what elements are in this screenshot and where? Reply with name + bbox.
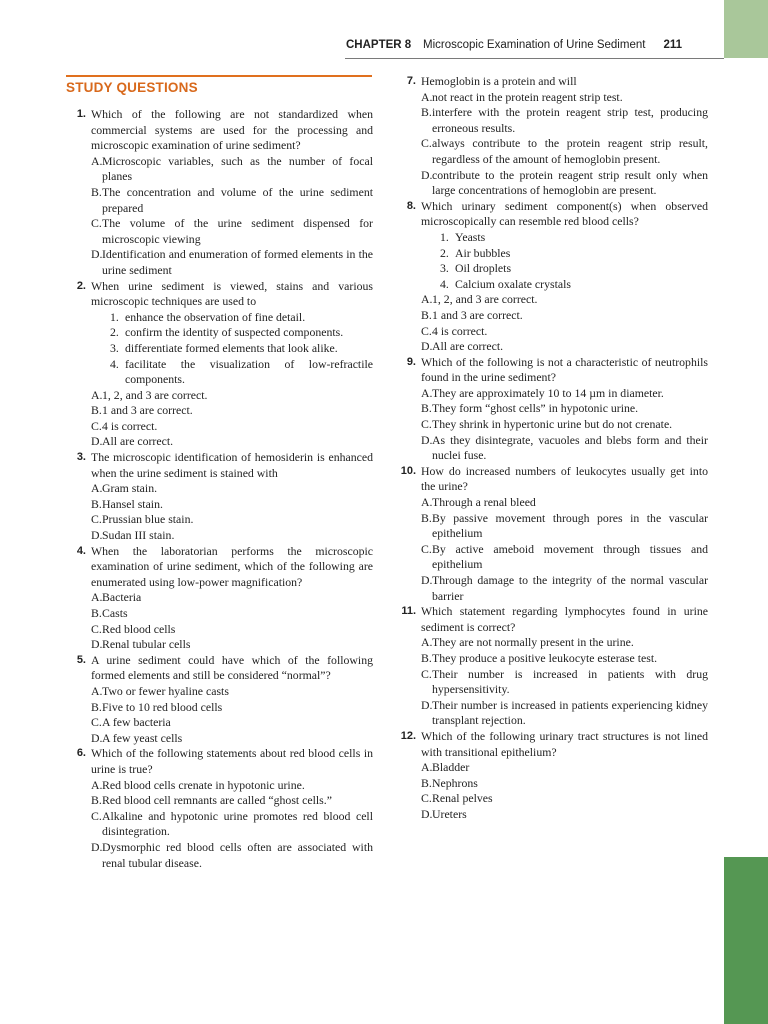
answer-text: always contribute to the protein reagent strip result, regardless of the amount of hemoglobin present.: [432, 136, 708, 166]
page-tab-side: [724, 857, 768, 1024]
answer-letter: C.: [91, 512, 102, 527]
answer-text: 1 and 3 are correct.: [102, 403, 193, 418]
answer-text: Through damage to the integrity of the normal vascular barrier: [432, 573, 708, 603]
answer-text: Five to 10 red blood cells: [102, 699, 223, 714]
answer-letter: D.: [91, 434, 103, 449]
question-stem: [72, 746, 373, 777]
answer-option: [72, 247, 373, 278]
answer-text: A few yeast cells: [102, 730, 183, 745]
question-text: Which statement regarding lymphocytes found in urine sediment is correct?: [421, 604, 708, 634]
answer-letter: C.: [91, 216, 102, 231]
numbered-item-number: 4.: [440, 276, 449, 291]
answer-letter: A.: [421, 635, 433, 650]
question-number: 7.: [406, 75, 416, 87]
numbered-item: [402, 277, 708, 293]
numbered-item: [72, 357, 373, 388]
answer-letter: A.: [91, 683, 103, 698]
answer-text: Alkaline and hypotonic urine promotes red blood cell disintegration.: [102, 808, 373, 839]
numbered-item-text: confirm the identity of suspected components.: [125, 325, 344, 340]
page-tab-top: [724, 0, 768, 58]
question-stem: [402, 464, 708, 495]
answer-text: Hansel stain.: [102, 496, 163, 511]
answer-text: 1, 2, and 3 are correct.: [102, 387, 208, 402]
numbered-item-text: facilitate the visualization of low-refractile components.: [125, 356, 373, 387]
answer-text: A few bacteria: [102, 715, 171, 730]
answer-text: By active ameboid movement through tissues and epithelium: [432, 541, 708, 572]
question-text: Which of the following is not a characteristic of neutrophils found in the urine sediment?: [421, 354, 708, 385]
answer-letter: D.: [91, 247, 103, 262]
answer-option: [402, 651, 708, 667]
answer-option: [402, 90, 708, 106]
answer-letter: B.: [421, 401, 432, 416]
answer-option: [72, 637, 373, 653]
question-text: When the laboratorian performs the microscopic examination of urine sediment, which of the following are enumerated using low-power magnification?: [91, 543, 373, 589]
chapter-label: CHAPTER 8: [346, 39, 412, 51]
answer-letter: C.: [421, 323, 432, 338]
answer-option: [402, 136, 708, 167]
chapter-title: Microscopic Examination of Urine Sediment: [423, 39, 646, 51]
answer-letter: A.: [421, 760, 433, 775]
answer-text: Red blood cells: [102, 621, 176, 636]
answer-text: Prussian blue stain.: [102, 512, 194, 527]
answer-text: Renal tubular cells: [102, 637, 191, 652]
answer-option: [72, 840, 373, 871]
numbered-item-number: 4.: [110, 356, 119, 371]
answer-letter: D.: [91, 730, 103, 745]
answer-option: [402, 667, 708, 698]
answer-letter: C.: [91, 621, 102, 636]
answer-letter: A.: [421, 495, 433, 510]
numbered-item: [402, 246, 708, 262]
answer-option: [402, 791, 708, 807]
answer-option: [72, 731, 373, 747]
answer-text: contribute to the protein reagent strip result only when large concentrations of hemoglobin are present.: [432, 167, 708, 198]
answer-text: Bladder: [432, 760, 470, 775]
answer-text: They are not normally present in the urine.: [432, 635, 634, 650]
answer-option: [402, 635, 708, 651]
answer-letter: B.: [91, 184, 102, 199]
answer-option: [402, 760, 708, 776]
answer-letter: D.: [421, 697, 433, 712]
answer-option: [72, 793, 373, 809]
answer-text: Through a renal bleed: [432, 495, 536, 510]
question-stem: [402, 199, 708, 230]
question-stem: [72, 107, 373, 154]
answer-letter: A.: [91, 153, 103, 168]
answer-text: 4 is correct.: [432, 323, 488, 338]
numbered-item-number: 2.: [440, 245, 449, 260]
answer-letter: D.: [421, 167, 433, 182]
answer-letter: B.: [91, 606, 102, 620]
answer-option: [72, 715, 373, 731]
answer-letter: B.: [421, 510, 432, 525]
answer-letter: B.: [421, 650, 432, 665]
question-stem: [72, 450, 373, 481]
answer-option: [402, 292, 708, 308]
answer-option: [72, 590, 373, 606]
answer-letter: D.: [91, 528, 103, 543]
answer-text: All are correct.: [432, 339, 504, 354]
answer-option: [402, 324, 708, 340]
answer-letter: A.: [421, 385, 433, 400]
answer-option: [72, 778, 373, 794]
question-text: A urine sediment could have which of the following formed elements and still be considered “normal”?: [91, 652, 373, 683]
answer-text: Red blood cell remnants are called “ghost cells.”: [102, 793, 332, 808]
answer-letter: B.: [421, 307, 432, 322]
answer-option: [402, 573, 708, 604]
question-text: Which of the following are not standardized when commercial systems are used for the processing and microscopic examination of urine sediment?: [91, 107, 373, 153]
answer-option: [402, 168, 708, 199]
numbered-item: [402, 261, 708, 277]
answer-letter: D.: [421, 339, 433, 354]
question-stem: [402, 604, 708, 635]
section-title: STUDY QUESTIONS: [66, 80, 198, 95]
answer-text: interfere with the protein reagent strip test, producing erroneous results.: [432, 105, 708, 135]
question-stem: [72, 653, 373, 684]
answer-text: 1 and 3 are correct.: [432, 307, 523, 322]
question-stem: [72, 544, 373, 591]
numbered-item: [402, 230, 708, 246]
question-number: 4.: [76, 544, 86, 557]
answer-letter: D.: [91, 637, 103, 652]
answer-option: [402, 105, 708, 136]
answer-letter: B.: [421, 105, 432, 120]
question-text: When urine sediment is viewed, stains and various microscopic techniques are used to: [91, 278, 373, 309]
answer-text: Identification and enumeration of formed elements in the urine sediment: [102, 247, 373, 277]
numbered-item-text: differentiate formed elements that look alike.: [125, 340, 338, 355]
answer-text: Their number is increased in patients with drug hypersensitivity.: [432, 666, 708, 697]
numbered-item-text: Air bubbles: [455, 245, 511, 260]
question-number: 11.: [401, 605, 416, 618]
question-number: 12.: [400, 729, 416, 742]
answer-letter: D.: [421, 806, 433, 821]
question-text: Which of the following urinary tract structures is not lined with transitional epithelium?: [421, 728, 708, 759]
answer-text: not react in the protein reagent strip test.: [432, 89, 623, 104]
answer-letter: A.: [421, 292, 433, 307]
answer-letter: D.: [421, 573, 433, 587]
numbered-item-text: Calcium oxalate crystals: [455, 276, 571, 291]
numbered-item-number: 1.: [440, 229, 449, 244]
answer-text: Bacteria: [102, 590, 142, 605]
answer-text: 4 is correct.: [102, 418, 158, 433]
answer-text: Casts: [102, 606, 128, 620]
answer-option: [402, 339, 708, 355]
question-number: 8.: [406, 199, 416, 212]
answer-option: [72, 403, 373, 419]
answer-letter: A.: [91, 590, 103, 605]
question-number: 2.: [76, 279, 86, 292]
answer-text: 1, 2, and 3 are correct.: [432, 292, 538, 307]
numbered-item-number: 2.: [110, 325, 119, 340]
answer-letter: A.: [91, 777, 103, 792]
answer-text: Gram stain.: [102, 481, 158, 496]
answer-option: [402, 495, 708, 511]
answer-letter: B.: [421, 775, 432, 790]
answer-text: They form “ghost cells” in hypotonic urine.: [432, 401, 639, 416]
answer-option: [72, 528, 373, 544]
answer-text: Sudan III stain.: [102, 528, 175, 543]
answer-letter: C.: [91, 715, 102, 730]
answer-letter: C.: [421, 541, 432, 556]
question-stem: [402, 355, 708, 386]
numbered-item: [72, 310, 373, 326]
numbered-item-number: 3.: [440, 261, 449, 276]
answer-letter: B.: [91, 699, 102, 714]
answer-option: [72, 419, 373, 435]
answer-text: They produce a positive leukocyte esterase test.: [432, 650, 658, 665]
question-number: 9.: [406, 355, 416, 368]
answer-option: [72, 388, 373, 404]
answer-letter: A.: [91, 387, 103, 402]
answer-option: [72, 185, 373, 216]
answer-option: [402, 433, 708, 464]
answer-option: [402, 401, 708, 417]
answer-text: Red blood cells crenate in hypotonic urine.: [102, 777, 305, 792]
numbered-item: [72, 325, 373, 341]
question-text: Which urinary sediment component(s) when observed microscopically can resemble red blood cells?: [421, 198, 708, 229]
answer-text: They shrink in hypertonic urine but do not crenate.: [432, 417, 673, 432]
question-stem: [402, 74, 708, 90]
right-column: [402, 74, 708, 823]
answer-text: The concentration and volume of the urine sediment prepared: [102, 184, 373, 215]
answer-option: [72, 700, 373, 716]
answer-option: [402, 807, 708, 823]
header-rule: [345, 58, 724, 59]
answer-letter: C.: [421, 417, 432, 432]
numbered-item: [72, 341, 373, 357]
answer-option: [402, 308, 708, 324]
answer-letter: B.: [91, 793, 102, 808]
answer-option: [402, 417, 708, 433]
answer-option: [402, 542, 708, 573]
answer-option: [402, 386, 708, 402]
page-number: 211: [663, 39, 682, 51]
answer-letter: A.: [421, 89, 433, 104]
answer-letter: C.: [421, 666, 432, 681]
question-number: 5.: [76, 653, 86, 666]
section-rule: [66, 75, 372, 77]
answer-text: Two or fewer hyaline casts: [102, 683, 229, 698]
question-text: How do increased numbers of leukocytes usually get into the urine?: [421, 463, 708, 494]
numbered-item-text: Oil droplets: [455, 261, 512, 276]
answer-letter: D.: [421, 432, 433, 447]
answer-option: [72, 684, 373, 700]
answer-option: [72, 481, 373, 497]
numbered-item-text: Yeasts: [455, 229, 486, 244]
answer-option: [72, 512, 373, 528]
answer-option: [402, 698, 708, 729]
answer-text: Renal pelves: [432, 791, 493, 806]
numbered-item-number: 3.: [110, 340, 119, 355]
answer-text: Their number is increased in patients experiencing kidney transplant rejection.: [432, 697, 708, 728]
question-stem: [72, 279, 373, 310]
answer-option: [72, 154, 373, 185]
answer-text: They are approximately 10 to 14 µm in diameter.: [432, 385, 664, 400]
answer-option: [72, 606, 373, 622]
answer-letter: B.: [91, 496, 102, 511]
question-number: 6.: [76, 747, 86, 760]
question-number: 1.: [76, 108, 86, 120]
answer-option: [72, 497, 373, 513]
answer-text: The volume of the urine sediment dispensed for microscopic viewing: [102, 216, 373, 246]
running-header: [346, 36, 682, 56]
answer-letter: B.: [91, 403, 102, 418]
answer-letter: C.: [91, 808, 102, 823]
answer-letter: A.: [91, 481, 103, 496]
answer-text: Ureters: [432, 806, 467, 821]
left-column: [72, 107, 373, 871]
question-number: 3.: [76, 451, 86, 464]
answer-option: [72, 216, 373, 247]
question-text: The microscopic identification of hemosiderin is enhanced when the urine sediment is stained with: [91, 450, 373, 480]
answer-text: Dysmorphic red blood cells often are associated with renal tubular disease.: [102, 839, 373, 870]
question-text: Hemoglobin is a protein and will: [421, 74, 577, 88]
answer-letter: C.: [421, 136, 432, 151]
question-number: 10.: [400, 464, 416, 477]
answer-letter: C.: [91, 418, 102, 433]
answer-option: [402, 776, 708, 792]
answer-text: By passive movement through pores in the vascular epithelium: [432, 510, 708, 541]
answer-option: [402, 511, 708, 542]
answer-option: [72, 809, 373, 840]
answer-option: [72, 434, 373, 450]
numbered-item-number: 1.: [110, 309, 119, 324]
numbered-item-text: enhance the observation of fine detail.: [125, 309, 306, 324]
question-text: Which of the following statements about red blood cells in urine is true?: [91, 746, 373, 776]
answer-letter: D.: [91, 839, 103, 854]
answer-letter: C.: [421, 791, 432, 806]
answer-text: Nephrons: [432, 775, 478, 790]
answer-option: [72, 622, 373, 638]
answer-text: All are correct.: [102, 434, 174, 449]
answer-text: Microscopic variables, such as the number of focal planes: [102, 153, 373, 184]
question-stem: [402, 729, 708, 760]
answer-text: As they disintegrate, vacuoles and blebs form and their nuclei fuse.: [432, 432, 708, 463]
